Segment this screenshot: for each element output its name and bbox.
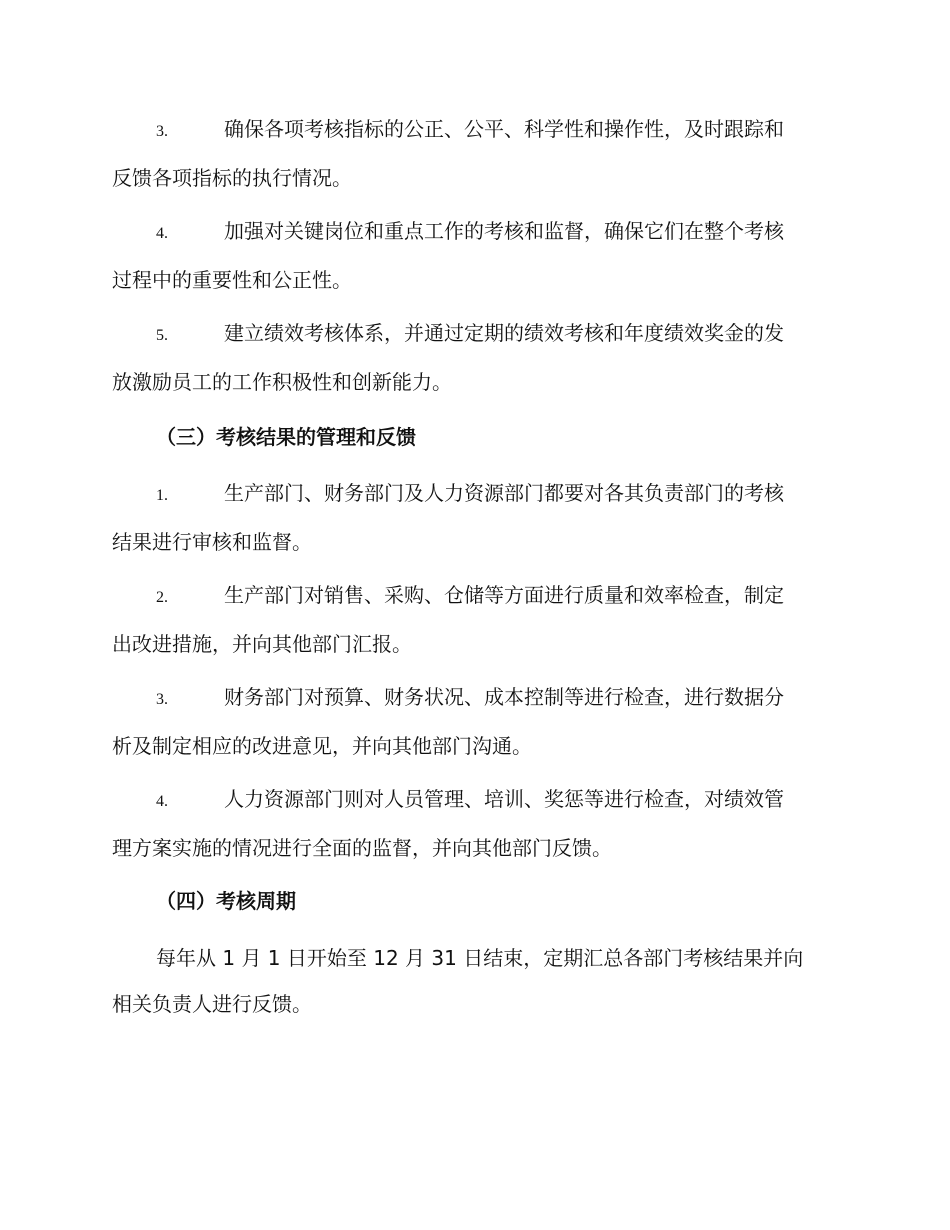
item-number: 4.: [156, 225, 168, 242]
paragraph-line2: 相关负责人进行反馈。: [112, 992, 312, 1016]
item-number: 3.: [156, 691, 168, 708]
list-item: [112, 572, 834, 667]
item-text-line1: 生产部门对销售、采购、仓储等方面进行质量和效率检查，制定: [224, 583, 784, 607]
item-text-line2: 结果进行审核和监督。: [112, 530, 312, 554]
list-item: [112, 106, 834, 201]
item-text-line2: 出改进措施，并向其他部门汇报。: [112, 632, 412, 656]
item-number: 2.: [156, 589, 168, 606]
list-item: [112, 470, 834, 565]
item-number: 5.: [156, 327, 168, 344]
item-text-line1: 确保各项考核指标的公正、公平、科学性和操作性，及时跟踪和: [224, 117, 784, 141]
item-text-line1: 加强对关键岗位和重点工作的考核和监督，确保它们在整个考核: [224, 219, 784, 243]
item-text-line2: 反馈各项指标的执行情况。: [112, 166, 352, 190]
section-heading: （四）考核周期: [156, 889, 296, 913]
item-text-line1: 建立绩效考核体系，并通过定期的绩效考核和年度绩效奖金的发: [224, 321, 784, 345]
item-text-line1: 人力资源部门则对人员管理、培训、奖惩等进行检查，对绩效管: [224, 787, 784, 811]
section-heading: （三）考核结果的管理和反馈: [156, 425, 416, 449]
item-number: 3.: [156, 123, 168, 140]
list-item: [112, 674, 834, 769]
item-number: 4.: [156, 793, 168, 810]
item-text-line1: 财务部门对预算、财务状况、成本控制等进行检查，进行数据分: [224, 685, 784, 709]
item-text-line2: 析及制定相应的改进意见，并向其他部门沟通。: [112, 734, 532, 758]
item-text-line2: 过程中的重要性和公正性。: [112, 268, 352, 292]
list-item: [112, 310, 834, 405]
paragraph-line1: 每年从 1 月 1 日开始至 12 月 31 日结束，定期汇总各部门考核结果并向: [156, 946, 804, 970]
item-number: 1.: [156, 487, 168, 504]
item-text-line1: 生产部门、财务部门及人力资源部门都要对各其负责部门的考核: [224, 481, 784, 505]
item-text-line2: 放激励员工的工作积极性和创新能力。: [112, 370, 452, 394]
list-item: [112, 776, 834, 871]
paragraph: [112, 935, 834, 1027]
item-text-line2: 理方案实施的情况进行全面的监督，并向其他部门反馈。: [112, 836, 612, 860]
list-item: [112, 208, 834, 303]
